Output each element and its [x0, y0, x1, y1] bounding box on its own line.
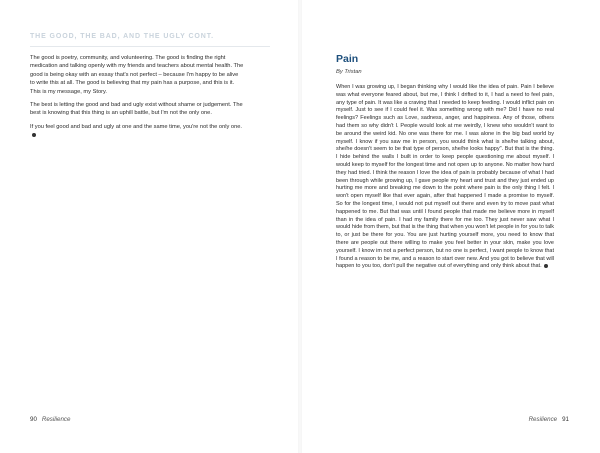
article-text: When I was growing up, I began thinking why I would like the idea of pain. Pain I believe was what everyone feared about, but me, I think I drifted to it, I had a need to feel pain, any type of pain. It was like a craving that I needed to keep feeding. I would inflict pain on myself. Just to see if I could feel it. Was something wrong with me? Did I have no real feelings? Feelings such as Love, sadness, anger, and happiness. Any of those, others had them so why didn't I. People would look at me weirdly, I knew who wouldn't want to be around the weird kid. No one was there for me. I was alone in the big bad world by myself. I know if you saw me in person, you would think what is she/he talking about, she/he doesn't seem to be that type of person, she/he looks happy". But that is the thing. I hide behind the walls I built in order to keep people questioning me about myself. I would keep to myself for the longest time and not open up to anyone. No matter how hard they had tried. I think the reason I love the idea of pain is probably because of what I had been through while growing up, I gave people my heart and trust and they just ended up hurting me more and breaking me down to the point where pain is the only thing I felt. I won't open myself like that ever again, after that happened I made a promise to myself. So for the longest time, I would not put myself out there and even try to move past what happened to me. But that was until I found people that made me believe more in myself than in the idea of pain. I had my family there for me too. They just never saw what I would hide from them, but that is the thing that when you won't let people in for you to talk to, or just be there for you. You are just hurting yourself more, you need to know that there are people out there willing to make you feel better in your skin, make you love yourself. I know im not a perfect person, but no one is perfect, I want people to know that I found a reason to be me, and a reason to start over new. And you got to believe that will happen to you too, don't pull the negative out of everything and only think about that.	[336, 84, 554, 270]
right-page-footer	[529, 416, 569, 423]
paragraph-last	[30, 123, 244, 140]
article-byline: By Tristan	[336, 69, 362, 75]
paragraph: The good is poetry, community, and volunteering. The good is finding the right medication and talking openly with my friends and teachers about mental health. The good is being okay with an essay that's not perfect – because I'm happy to be alive to write this at all. The good is believing that my pain has a purpose, and this is it. This is my message, my Story.	[30, 55, 244, 95]
section-header: THE GOOD, THE BAD, AND THE UGLY CONT.	[30, 33, 214, 40]
left-page	[0, 0, 298, 453]
right-page	[302, 0, 600, 453]
article-title: Pain	[336, 53, 359, 65]
article-paragraph	[336, 84, 554, 271]
article-body	[336, 84, 554, 271]
page-number: 91	[562, 416, 569, 423]
paragraph: The best is letting the good and bad and ugly exist without shame or judgement. The best is knowing that this thing is an uphill battle, but I'm not the only one.	[30, 102, 243, 117]
left-page-body	[30, 54, 244, 145]
end-mark-icon	[32, 133, 36, 137]
running-footer-label: Resilience	[528, 416, 558, 423]
running-footer-label: Resilience	[41, 416, 71, 423]
left-page-footer	[30, 416, 70, 423]
page-number: 90	[30, 416, 37, 423]
paragraph-text: If you feel good and bad and ugly at one and the same time, you're not the only one.	[30, 123, 242, 130]
header-divider	[30, 46, 270, 47]
end-mark-icon	[544, 264, 548, 268]
